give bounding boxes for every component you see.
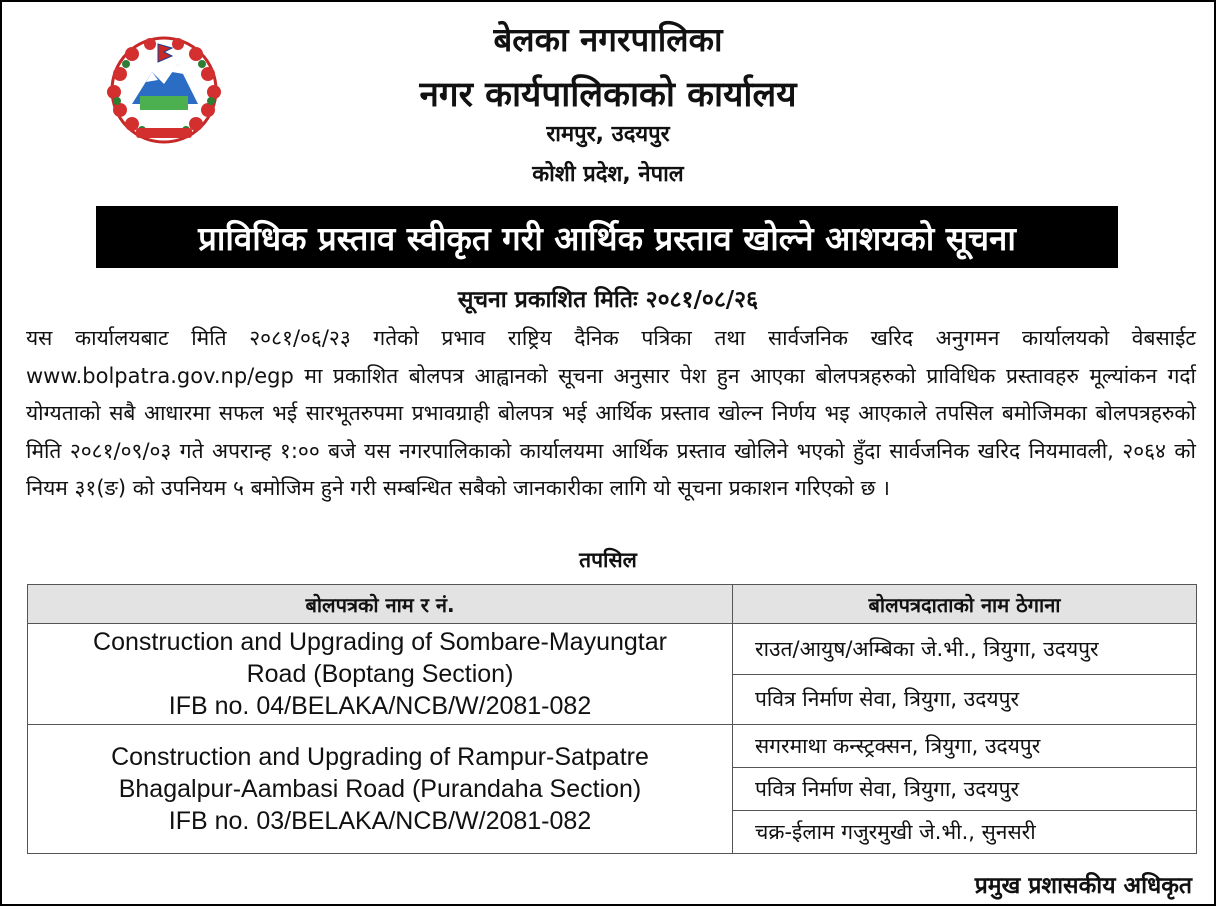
- signature-designation: प्रमुख प्रशासकीय अधिकृत: [974, 873, 1192, 899]
- bidder-cell: पवित्र निर्माण सेवा, त्रियुगा, उदयपुर: [733, 768, 1197, 811]
- col-header-bid-name: बोलपत्रको नाम र नं.: [28, 585, 733, 624]
- project-title-line: Bhagalpur-Aambasi Road (Purandaha Section): [118, 775, 642, 803]
- office-province: कोशी प्रदेश, नेपाल: [532, 162, 684, 187]
- office-name: नगर कार्यपालिकाको कार्यालय: [419, 75, 797, 115]
- notice-title: प्राविधिक प्रस्ताव स्वीकृत गरी आर्थिक प्रस्ताव खोल्ने आशयको सूचना: [96, 206, 1118, 268]
- bids-table: [27, 584, 1197, 854]
- municipality-name: बेलका नगरपालिका: [493, 20, 723, 59]
- table-header-row: [28, 585, 1197, 624]
- table-row: [28, 624, 1197, 675]
- bidder-cell: राउत/आयुष/अम्बिका जे.भी., त्रियुगा, उदयपुर: [733, 624, 1197, 675]
- tapasil-heading: तपसिल: [579, 548, 637, 572]
- published-date: सूचना प्रकाशित मितिः २०८१/०८/२६: [457, 287, 759, 313]
- project-title-line: Construction and Upgrading of Rampur-Satpatre: [111, 743, 649, 771]
- bidder-cell: सगरमाथा कन्स्ट्रक्सन, त्रियुगा, उदयपुर: [733, 725, 1197, 768]
- project-title-line: Road (Boptang Section): [246, 660, 514, 688]
- office-address: रामपुर, उदयपुर: [546, 122, 670, 147]
- project-cell: [28, 725, 733, 854]
- ifb-number: IFB no. 03/BELAKA/NCB/W/2081-082: [168, 807, 592, 835]
- notice-body: यस कार्यालयबाट मिति २०८१/०६/२३ गतेको प्रभाव राष्ट्रिय दैनिक पत्रिका तथा सार्वजनिक खरिद अनुगमन कार्यालयको वेबसाईट www.bolpatra.gov.np/egp मा प्रकाशित बोलपत्र आह्वानको सूचना अनुसार पेश हुन आएका बोलपत्रहरुको प्राविधिक प्रस्तावहरु मूल्यांकन गर्दा योग्यताको सबै आधारमा सफल भई सारभूतरुपमा प्रभावग्राही बोलपत्र भई आर्थिक प्रस्ताव खोल्न निर्णय भइ आएकाले तपसिल बमोजिमका बोलपत्रहरुको मिति २०८१/०९/०३ गते अपरान्ह १:०० बजे यस नगरपालिकाको कार्यालयमा आर्थिक प्रस्ताव खोलिने भएको हुँदा सार्वजनिक खरिद नियमावली, २०६४ को नियम ३१(ङ) को उपनियम ५ बमोजिम हुने गरी सम्बन्धित सबैको जानकारीका लागि यो सूचना प्रकाशन गरिएको छ ।: [26, 326, 1196, 500]
- col-header-bidder: बोलपत्रदाताको नाम ठेगाना: [733, 585, 1197, 624]
- project-title-line: Construction and Upgrading of Sombare-Mayungtar: [93, 628, 667, 656]
- table-row: [28, 725, 1197, 768]
- bidder-cell: चक्र-ईलाम गजुरमुखी जे.भी., सुनसरी: [733, 811, 1197, 854]
- bidder-cell: पवित्र निर्माण सेवा, त्रियुगा, उदयपुर: [733, 674, 1197, 725]
- ifb-number: IFB no. 04/BELAKA/NCB/W/2081-082: [168, 692, 592, 720]
- project-cell: [28, 624, 733, 725]
